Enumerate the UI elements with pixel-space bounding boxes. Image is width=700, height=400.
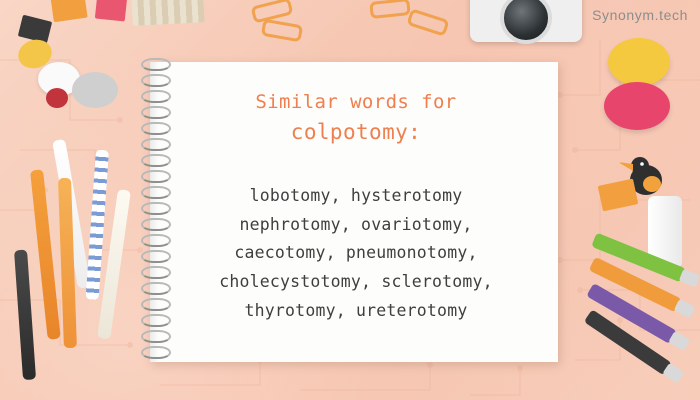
note-content	[168, 88, 544, 325]
binder-clip-pink	[95, 0, 127, 22]
spiral-ring	[141, 170, 171, 183]
spiral-ring	[141, 330, 171, 343]
macaron-yellow	[608, 38, 670, 86]
pebble-gray	[72, 72, 118, 108]
spiral-ring	[141, 90, 171, 103]
washi-tape	[131, 0, 204, 26]
spiral-ring	[141, 106, 171, 119]
spiral-ring	[141, 298, 171, 311]
camera-lens	[500, 0, 552, 44]
spiral-binding	[141, 58, 167, 366]
synonym-line: cholecystotomy, sclerotomy,	[219, 271, 493, 291]
note-heading: Similar words for	[255, 91, 457, 113]
spiral-ring	[141, 138, 171, 151]
synonym-line: lobotomy, hysterotomy	[249, 185, 463, 205]
synonym-line: nephrotomy, ovariotomy,	[239, 214, 473, 234]
spiral-ring	[141, 218, 171, 231]
spiral-ring	[141, 122, 171, 135]
macaron-pink	[604, 82, 670, 130]
spiral-ring	[141, 58, 171, 71]
pebble-red-dot	[46, 88, 68, 108]
spiral-ring	[141, 266, 171, 279]
notepad	[150, 62, 558, 362]
spiral-ring	[141, 186, 171, 199]
spiral-ring	[141, 202, 171, 215]
spiral-ring	[141, 314, 171, 327]
spiral-ring	[141, 250, 171, 263]
synonym-list	[168, 182, 544, 326]
spiral-ring	[141, 74, 171, 87]
spiral-ring	[141, 154, 171, 167]
note-query-word: colpotomy:	[290, 120, 422, 145]
synonym-line: thyrotomy, ureterotomy	[244, 300, 468, 320]
synonym-line: caecotomy, pneumonotomy,	[234, 243, 478, 263]
spiral-ring	[141, 282, 171, 295]
camera	[470, 0, 582, 42]
brand-logo: Synonym.tech	[592, 7, 688, 23]
spiral-ring	[141, 234, 171, 247]
spiral-ring	[141, 346, 171, 359]
